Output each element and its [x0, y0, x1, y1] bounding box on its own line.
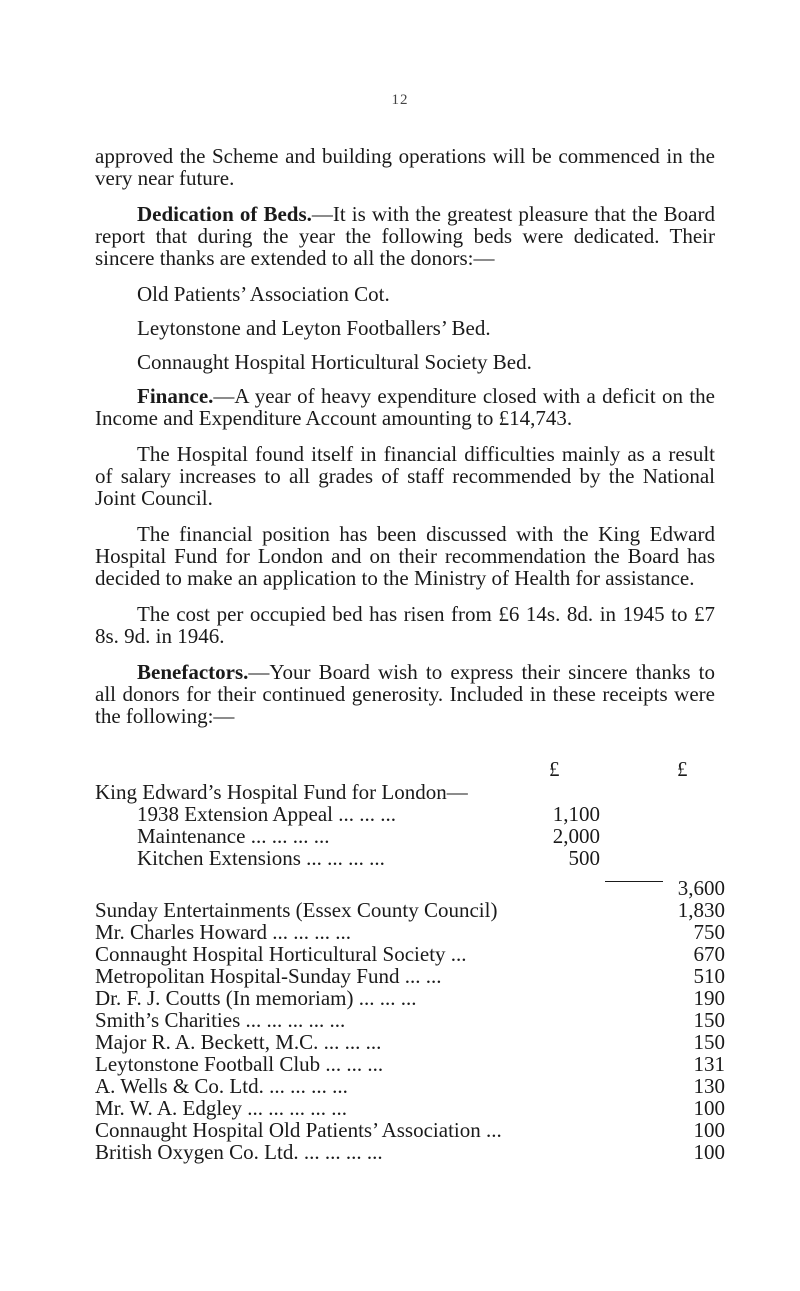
finance-paragraph-2: The Hospital found itself in financial difficulties mainly as a result of salary increases to all grades of staff recommended by the National Joint Council.	[95, 442, 715, 510]
row-label: Maintenance ... ... ... ...	[137, 824, 330, 848]
row-amount: 100	[693, 1096, 725, 1120]
table-row	[95, 1075, 735, 1097]
row-amount: 100	[693, 1140, 725, 1164]
row-label: Major R. A. Beckett, M.C. ... ... ...	[95, 1030, 382, 1054]
table-row	[95, 1097, 735, 1119]
row-label: Dr. F. J. Coutts (In memoriam) ... ... ...	[95, 986, 417, 1010]
body-text	[95, 145, 715, 741]
table-row	[95, 943, 735, 965]
row-label: British Oxygen Co. Ltd. ... ... ... ...	[95, 1140, 383, 1164]
list-item: Old Patients’ Association Cot.	[137, 282, 390, 306]
benefactors-paragraph	[95, 661, 715, 727]
row-label: Sunday Entertainments (Essex County Council)	[95, 898, 498, 922]
row-amount: 131	[693, 1052, 725, 1076]
intro-paragraph: approved the Scheme and building operations will be commenced in the very near future.	[95, 144, 715, 190]
finance-heading: Finance.	[137, 384, 214, 408]
list-item: Connaught Hospital Horticultural Society Bed.	[137, 350, 532, 374]
benefactors-text: —Your Board wish to express their sincere thanks to all donors for their continued generosity. Included in these receipts were the following:—	[95, 660, 715, 728]
row-amount: 150	[693, 1030, 725, 1054]
row-amount: 190	[693, 986, 725, 1010]
finance-text: —A year of heavy expenditure closed with a deficit on the Income and Expenditure Account amounting to £14,743.	[95, 384, 715, 430]
table-row	[95, 899, 735, 921]
row-amount: 500	[568, 846, 600, 870]
total-rule	[605, 881, 663, 882]
row-label: Mr. Charles Howard ... ... ... ...	[95, 920, 352, 944]
row-label: 1938 Extension Appeal ... ... ...	[137, 802, 396, 826]
row-amount: 130	[693, 1074, 725, 1098]
row-amount: 510	[693, 964, 725, 988]
row-amount: 750	[693, 920, 725, 944]
row-label: Connaught Hospital Old Patients’ Association ...	[95, 1118, 502, 1142]
finance-paragraph	[95, 385, 715, 429]
currency-header-1: £	[549, 757, 560, 781]
row-amount: 100	[693, 1118, 725, 1142]
row-label: Metropolitan Hospital-Sunday Fund ... ...	[95, 964, 442, 988]
benefactors-heading: Benefactors.	[137, 660, 249, 684]
dedication-text: —It is with the greatest pleasure that the Board report that during the year the following beds were dedicated. Their sincere thanks are extended to all the donors:—	[95, 202, 715, 270]
dedication-paragraph	[95, 203, 715, 269]
table-row	[95, 803, 735, 825]
group-total: 3,600	[677, 876, 725, 900]
table-row	[95, 1009, 735, 1031]
row-amount: 1,830	[677, 898, 725, 922]
row-amount: 670	[693, 942, 725, 966]
list-item: Leytonstone and Leyton Footballers’ Bed.	[137, 316, 491, 340]
table-row	[95, 1119, 735, 1141]
row-label: Kitchen Extensions ... ... ... ...	[137, 846, 385, 870]
group-label-row	[95, 781, 735, 803]
table-row	[95, 1053, 735, 1075]
currency-header-2: £	[677, 757, 688, 781]
table-row	[95, 965, 735, 987]
page-number: 12	[391, 92, 409, 108]
row-label: Mr. W. A. Edgley ... ... ... ... ...	[95, 1096, 348, 1120]
row-label: A. Wells & Co. Ltd. ... ... ... ...	[95, 1074, 348, 1098]
donations-table	[95, 758, 735, 1163]
row-amount: 1,100	[552, 802, 600, 826]
row-label: Connaught Hospital Horticultural Society ...	[95, 942, 467, 966]
row-label: Smith’s Charities ... ... ... ... ...	[95, 1008, 346, 1032]
finance-paragraph-3: The financial position has been discussed with the King Edward Hospital Fund for London and on their recommendation the Board has decided to make an application to the Ministry of Health for assistance.	[95, 522, 715, 590]
row-amount: 150	[693, 1008, 725, 1032]
dedication-heading: Dedication of Beds.	[137, 202, 312, 226]
group-label: King Edward’s Hospital Fund for London—	[95, 780, 468, 804]
table-row	[95, 825, 735, 847]
dedicated-beds-list	[137, 283, 715, 373]
table-row	[95, 921, 735, 943]
table-row	[95, 1031, 735, 1053]
currency-header-row	[95, 758, 735, 780]
row-label: Leytonstone Football Club ... ... ...	[95, 1052, 384, 1076]
table-row	[95, 987, 735, 1009]
row-amount: 2,000	[552, 824, 600, 848]
group-total-row	[95, 869, 735, 900]
table-row	[95, 1141, 735, 1163]
finance-paragraph-4: The cost per occupied bed has risen from £6 14s. 8d. in 1945 to £7 8s. 9d. in 1946.	[95, 602, 715, 648]
table-row	[95, 847, 735, 869]
